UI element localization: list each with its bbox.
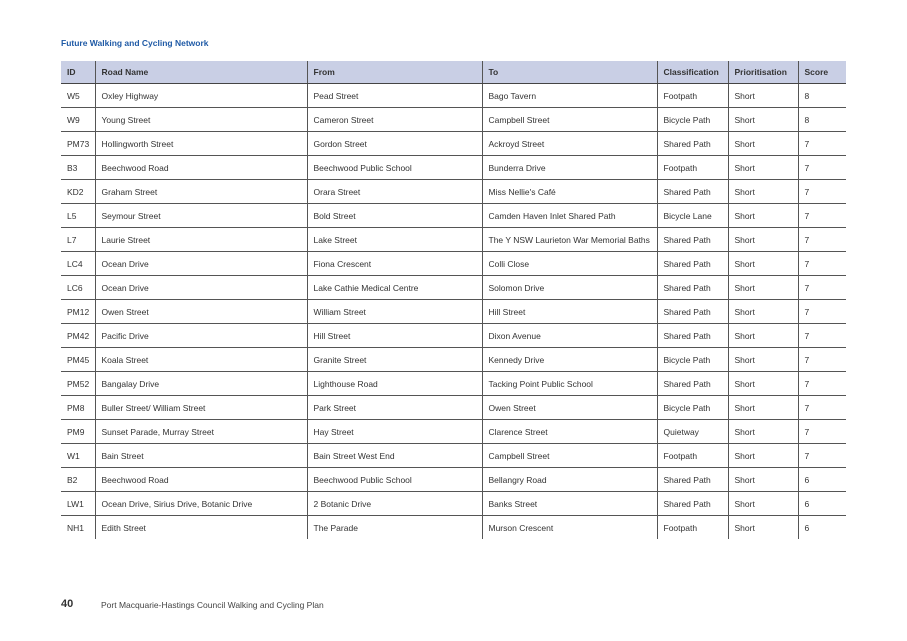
cell-to: Miss Nellie's Café <box>482 180 657 204</box>
cell-classification: Shared Path <box>657 492 728 516</box>
column-header-to: To <box>482 61 657 84</box>
cell-from: Pead Street <box>307 84 482 108</box>
cell-classification: Shared Path <box>657 468 728 492</box>
cell-id: PM42 <box>61 324 95 348</box>
table-body <box>61 84 846 540</box>
page-number: 40 <box>61 598 74 610</box>
cell-prioritisation: Short <box>728 468 798 492</box>
cell-from: Lighthouse Road <box>307 372 482 396</box>
cell-prioritisation: Short <box>728 180 798 204</box>
table-row <box>61 108 846 132</box>
cell-score: 8 <box>798 84 846 108</box>
cell-from: Hill Street <box>307 324 482 348</box>
cell-id: LC6 <box>61 276 95 300</box>
cell-score: 7 <box>798 132 846 156</box>
cell-to: Murson Crescent <box>482 516 657 540</box>
cell-score: 6 <box>798 468 846 492</box>
cell-id: PM8 <box>61 396 95 420</box>
cell-road-name: Beechwood Road <box>95 156 307 180</box>
cell-road-name: Young Street <box>95 108 307 132</box>
cell-score: 7 <box>798 348 846 372</box>
cell-prioritisation: Short <box>728 132 798 156</box>
cell-classification: Bicycle Path <box>657 396 728 420</box>
cell-classification: Shared Path <box>657 132 728 156</box>
network-table <box>61 61 846 539</box>
cell-score: 7 <box>798 372 846 396</box>
cell-from: Bain Street West End <box>307 444 482 468</box>
cell-road-name: Pacific Drive <box>95 324 307 348</box>
cell-classification: Shared Path <box>657 300 728 324</box>
cell-score: 7 <box>798 276 846 300</box>
column-header-road-name: Road Name <box>95 61 307 84</box>
cell-prioritisation: Short <box>728 204 798 228</box>
cell-to: Banks Street <box>482 492 657 516</box>
cell-id: NH1 <box>67 522 85 533</box>
table-row <box>61 324 846 348</box>
cell-prioritisation: Short <box>728 300 798 324</box>
cell-from: Hay Street <box>307 420 482 444</box>
cell-from: The Parade <box>307 516 482 540</box>
cell-from: Orara Street <box>307 180 482 204</box>
cell-classification: Shared Path <box>657 372 728 396</box>
cell-id: PM12 <box>61 300 95 324</box>
table-header-row <box>61 61 846 84</box>
table-row <box>61 372 846 396</box>
cell-id: LC4 <box>61 252 95 276</box>
cell-to: Solomon Drive <box>482 276 657 300</box>
cell-to: Tacking Point Public School <box>482 372 657 396</box>
cell-road-name: Ocean Drive, Sirius Drive, Botanic Drive <box>95 492 307 516</box>
cell-id: B3 <box>61 156 95 180</box>
cell-to: Owen Street <box>482 396 657 420</box>
cell-road-name: Oxley Highway <box>95 84 307 108</box>
cell-from: Park Street <box>307 396 482 420</box>
cell-from: Cameron Street <box>307 108 482 132</box>
cell-prioritisation: Short <box>728 156 798 180</box>
table-row <box>61 468 846 492</box>
table-row <box>61 204 846 228</box>
cell-prioritisation: Short <box>728 348 798 372</box>
cell-from: Gordon Street <box>307 132 482 156</box>
column-header-from: From <box>307 61 482 84</box>
cell-score: 7 <box>798 156 846 180</box>
cell-to: Campbell Street <box>482 444 657 468</box>
cell-to: Kennedy Drive <box>482 348 657 372</box>
cell-to: Bago Tavern <box>482 84 657 108</box>
cell-road-name: Seymour Street <box>95 204 307 228</box>
cell-to: Dixon Avenue <box>482 324 657 348</box>
cell-prioritisation: Short <box>728 228 798 252</box>
cell-id: L5 <box>61 204 95 228</box>
cell-road-name: Owen Street <box>95 300 307 324</box>
cell-score: 7 <box>798 300 846 324</box>
cell-prioritisation: Short <box>728 108 798 132</box>
cell-from: Bold Street <box>307 204 482 228</box>
cell-classification: Bicycle Path <box>657 348 728 372</box>
cell-to: Clarence Street <box>482 420 657 444</box>
cell-classification: Bicycle Lane <box>657 204 728 228</box>
cell-score: 7 <box>798 204 846 228</box>
cell-classification: Shared Path <box>657 324 728 348</box>
cell-road-name: Laurie Street <box>95 228 307 252</box>
cell-prioritisation: Short <box>728 492 798 516</box>
section-title: Future Walking and Cycling Network <box>61 38 209 48</box>
cell-to: Camden Haven Inlet Shared Path <box>482 204 657 228</box>
cell-prioritisation: Short <box>728 396 798 420</box>
column-header-prioritisation: Prioritisation <box>728 61 798 84</box>
cell-id: KD2 <box>61 180 95 204</box>
cell-prioritisation: Short <box>728 276 798 300</box>
column-header-score: Score <box>798 61 846 84</box>
cell-from: Beechwood Public School <box>307 156 482 180</box>
cell-road-name: Bangalay Drive <box>95 372 307 396</box>
table-row <box>61 228 846 252</box>
cell-id: PM73 <box>61 132 95 156</box>
cell-id: B2 <box>61 468 95 492</box>
cell-prioritisation: Short <box>728 444 798 468</box>
cell-prioritisation: Short <box>728 84 798 108</box>
cell-classification: Shared Path <box>657 228 728 252</box>
cell-from: Granite Street <box>307 348 482 372</box>
cell-classification: Bicycle Path <box>657 108 728 132</box>
table-row <box>61 276 846 300</box>
cell-prioritisation: Short <box>728 324 798 348</box>
table-row <box>61 180 846 204</box>
cell-id: W9 <box>61 108 95 132</box>
cell-score: 7 <box>798 180 846 204</box>
column-header-id: ID <box>61 61 95 84</box>
cell-from: William Street <box>307 300 482 324</box>
cell-classification: Footpath <box>657 444 728 468</box>
cell-from: Beechwood Public School <box>307 468 482 492</box>
cell-classification: Footpath <box>657 84 728 108</box>
cell-from: Lake Cathie Medical Centre <box>307 276 482 300</box>
table-row <box>61 444 846 468</box>
table-row <box>61 396 846 420</box>
cell-id: LW1 <box>61 492 95 516</box>
cell-id: PM45 <box>61 348 95 372</box>
column-header-classification: Classification <box>657 61 728 84</box>
cell-road-name: Hollingworth Street <box>95 132 307 156</box>
table-row <box>61 420 846 444</box>
cell-score: 7 <box>798 396 846 420</box>
cell-road-name: Buller Street/ William Street <box>95 396 307 420</box>
cell-road-name: Ocean Drive <box>95 276 307 300</box>
cell-score: 7 <box>798 444 846 468</box>
cell-road-name: Bain Street <box>95 444 307 468</box>
cell-to: Campbell Street <box>482 108 657 132</box>
cell-road-name: Koala Street <box>95 348 307 372</box>
cell-to: Bellangry Road <box>482 468 657 492</box>
cell-road-name: Sunset Parade, Murray Street <box>95 420 307 444</box>
cell-to: The Y NSW Laurieton War Memorial Baths <box>482 228 657 252</box>
cell-score: 6 <box>798 516 846 540</box>
cell-road-name: Graham Street <box>95 180 307 204</box>
cell-id: PM9 <box>61 420 95 444</box>
cell-prioritisation: Short <box>728 420 798 444</box>
cell-id: W1 <box>61 444 95 468</box>
table-row <box>61 252 846 276</box>
cell-from: Lake Street <box>307 228 482 252</box>
cell-score: 7 <box>798 228 846 252</box>
cell-score: 6 <box>798 492 846 516</box>
cell-classification: Shared Path <box>657 252 728 276</box>
table-row <box>61 492 846 516</box>
cell-classification: Shared Path <box>657 180 728 204</box>
cell-classification: Quietway <box>657 420 728 444</box>
cell-prioritisation: Short <box>728 372 798 396</box>
cell-classification: Footpath <box>657 516 728 540</box>
cell-road-name: Ocean Drive <box>95 252 307 276</box>
cell-to: Hill Street <box>482 300 657 324</box>
cell-from: 2 Botanic Drive <box>307 492 482 516</box>
cell-prioritisation: Short <box>728 516 798 540</box>
table-row <box>61 84 846 108</box>
table-row <box>61 348 846 372</box>
cell-to: Ackroyd Street <box>482 132 657 156</box>
cell-id: L7 <box>61 228 95 252</box>
cell-classification: Shared Path <box>657 276 728 300</box>
document-title: Port Macquarie-Hastings Council Walking and Cycling Plan <box>101 600 324 610</box>
table-row <box>61 300 846 324</box>
cell-id: W5 <box>61 84 95 108</box>
table-row <box>61 516 846 540</box>
table-row <box>61 132 846 156</box>
cell-from: Fiona Crescent <box>307 252 482 276</box>
cell-road-name: Edith Street <box>95 516 307 540</box>
cell-to: Bunderra Drive <box>482 156 657 180</box>
cell-prioritisation: Short <box>728 252 798 276</box>
cell-score: 7 <box>798 420 846 444</box>
cell-score: 7 <box>798 252 846 276</box>
cell-id: PM52 <box>61 372 95 396</box>
cell-road-name: Beechwood Road <box>95 468 307 492</box>
cell-score: 7 <box>798 324 846 348</box>
cell-classification: Footpath <box>657 156 728 180</box>
table-row <box>61 156 846 180</box>
cell-to: Colli Close <box>482 252 657 276</box>
cell-score: 8 <box>798 108 846 132</box>
